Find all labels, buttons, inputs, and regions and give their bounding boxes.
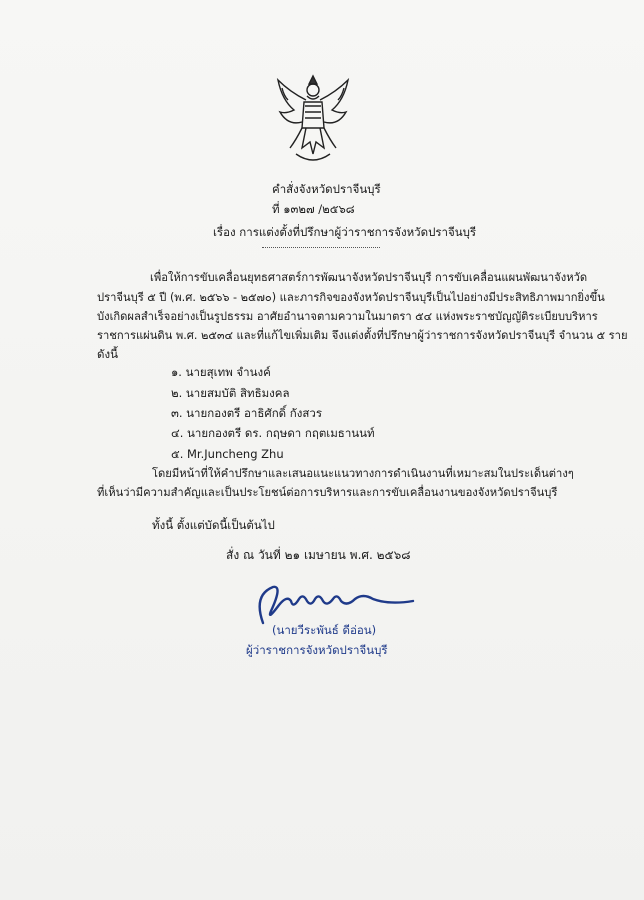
paragraph-line: เพื่อให้การขับเคลื่อนยุทธศาสตร์การพัฒนาจังหวัดปราจีนบุรี การขับเคลื่อนแผนพัฒนาจังหวัด (150, 271, 588, 284)
appointee-item: ๕. Mr.Juncheng Zhu (171, 447, 284, 461)
paragraph-line: โดยมีหน้าที่ให้คำปรึกษาและเสนอแนะแนวทางการดำเนินงานที่เหมาะสมในประเด็นต่างๆ (152, 467, 574, 480)
appointee-item: ๑. นายสุเทพ จำนงค์ (171, 365, 271, 379)
signatory-position: ผู้ว่าราชการจังหวัดปราจีนบุรี (246, 643, 388, 657)
order-number: ที่ ๑๓๒๗ /๒๕๖๘ (272, 202, 355, 216)
order-title: คำสั่งจังหวัดปราจีนบุรี (272, 182, 381, 196)
signatory-name: (นายวีระพันธ์ ดีอ่อน) (272, 623, 377, 637)
header-divider (262, 247, 380, 248)
paragraph-line: บังเกิดผลสำเร็จอย่างเป็นรูปธรรม อาศัยอำนาจตามความในมาตรา ๕๔ แห่งพระราชบัญญัติระเบียบบริหาร (97, 310, 598, 323)
effective-clause: ทั้งนี้ ตั้งแต่บัดนี้เป็นต้นไป (152, 518, 275, 532)
order-date: สั่ง ณ วันที่ ๒๑ เมษายน พ.ศ. ๒๕๖๘ (226, 548, 411, 562)
garuda-emblem (272, 70, 354, 170)
appointee-item: ๓. นายกองตรี อาธิศักดิ์ กังสวร (171, 406, 323, 420)
paragraph-line: ดังนี้ (97, 347, 118, 361)
appointee-item: ๒. นายสมบัติ สิทธิมงคล (171, 386, 290, 400)
paragraph-line: ที่เห็นว่ามีความสำคัญและเป็นประโยชน์ต่อการบริหารและการขับเคลื่อนงานของจังหวัดปราจีนบุรี (97, 486, 558, 499)
appointee-item: ๔. นายกองตรี ดร. กฤษดา กฤตเมธานนท์ (171, 426, 375, 440)
paragraph-line: ปราจีนบุรี ๕ ปี (พ.ศ. ๒๕๖๖ - ๒๕๗๐) และภารกิจของจังหวัดปราจีนบุรีเป็นไปอย่างมีประสิทธิภาพมากยิ่งขึ้น (97, 291, 605, 304)
paragraph-line: ราชการแผ่นดิน พ.ศ. ๒๕๓๔ และที่แก้ไขเพิ่มเติม จึงแต่งตั้งที่ปรึกษาผู้ว่าราชการจังหวัดปราจีนบุรี จำนวน ๕ ราย (97, 329, 628, 342)
order-subject: เรื่อง การแต่งตั้งที่ปรึกษาผู้ว่าราชการจังหวัดปราจีนบุรี (213, 225, 477, 239)
